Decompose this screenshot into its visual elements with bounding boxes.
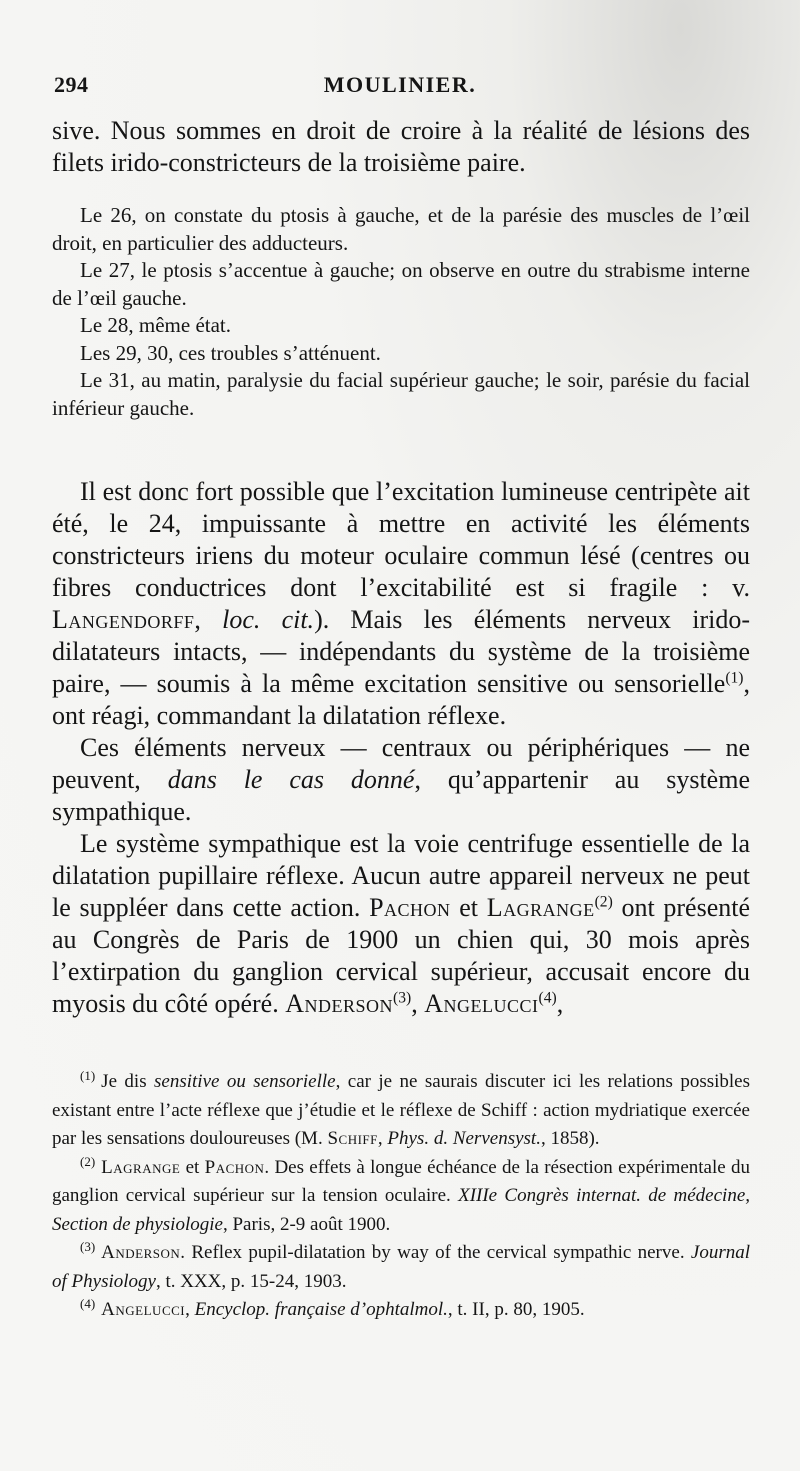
text-run: ,	[194, 605, 223, 634]
case-note	[52, 367, 750, 422]
footnote	[52, 1239, 750, 1296]
footnote	[52, 1068, 750, 1154]
footnote-marker: (2)	[80, 1153, 96, 1169]
text-run: sive. Nous sommes en droit de croire à la réalité de lésions des filets irido-constricteurs de la troisième paire.	[52, 116, 750, 177]
case-note	[52, 340, 750, 368]
footnote-marker: (1)	[80, 1068, 96, 1083]
italic-text: dans le cas donné	[167, 765, 415, 794]
text-run: Je dis	[101, 1071, 155, 1092]
text-run: , ont réagi, commandant la dilatation réflexe.	[52, 669, 750, 730]
text-run: , Paris, 2-9 août 1900.	[222, 1213, 391, 1235]
author-name: Lagrange	[101, 1156, 181, 1178]
italic-text: XIIIe Congrès internat. de médecine, Section de physiologie	[52, 1185, 750, 1235]
italic-text: Encyclop. française d’ophtalmol.	[194, 1299, 448, 1320]
author-name: Schiff	[327, 1128, 378, 1149]
text-run: ,	[411, 989, 425, 1018]
italic-text: Journal of Physiology	[52, 1242, 750, 1292]
text-run: Le 31, au matin, paralysie du facial supérieur gauche; le soir, parésie du facial inférieur gauche.	[52, 368, 750, 420]
footnotes	[52, 1068, 750, 1325]
author-name: Lagrange	[486, 893, 595, 922]
page-header	[52, 70, 748, 110]
author-name: Pachon	[204, 1156, 265, 1178]
footnote	[52, 1154, 750, 1240]
text-run: ont présenté au Congrès de Paris de 1900 un chien qui, 30 mois après l’extirpation du ganglion cervical supérieur, accusait encore du myosis du côté opéré.	[52, 893, 750, 1018]
text-run: et	[450, 893, 487, 922]
author-name: Langendorff	[52, 605, 195, 634]
text-run: . Des effets à longue échéance de la résection expérimentale du ganglion cervical supérieur sur la tension oculaire.	[52, 1156, 750, 1206]
case-note	[52, 202, 750, 257]
footnote-text	[52, 1071, 750, 1149]
author-name: Angelucci	[101, 1299, 186, 1320]
author-name: Pachon	[369, 893, 451, 922]
case-note	[52, 257, 750, 312]
running-head: MOULINIER.	[323, 72, 477, 97]
text-run: Il est donc fort possible que l’excitation lumineuse centripète ait été, le 24, impuissante à mettre en activité les éléments constricteurs iriens du moteur oculaire commun lésé (centres ou fibres conductrices dont l’excitabilité est si fragile : v.	[52, 477, 750, 602]
footnote-reference: (4)	[538, 989, 557, 1007]
text-run: ,	[185, 1299, 195, 1320]
footnote-text	[52, 1242, 750, 1292]
body-paragraph	[52, 732, 750, 828]
main-text	[52, 476, 750, 1020]
text-run: et	[180, 1156, 205, 1178]
text-run: Le 28, même état.	[80, 313, 232, 337]
case-notes	[52, 202, 750, 422]
footnote-reference: (2)	[594, 893, 613, 911]
text-run: Ces éléments nerveux — centraux ou périphériques — ne peuvent,	[52, 733, 750, 794]
intro-paragraph	[52, 115, 750, 179]
footnote-marker: (3)	[80, 1239, 96, 1254]
text-run: , t. XXX, p. 15-24, 1903.	[155, 1270, 347, 1292]
paragraph-continuation	[52, 115, 750, 179]
text-run: ,	[377, 1128, 388, 1149]
text-run: . Reflex pupil-dilatation by way of the cervical sympathic nerve.	[180, 1242, 691, 1263]
text-run: , t. II, p. 80, 1905.	[447, 1299, 585, 1320]
footnote-marker: (4)	[80, 1296, 96, 1311]
text-run: , 1858).	[540, 1128, 600, 1149]
text-run: Le 27, le ptosis s’accentue à gauche; on observe en outre du strabisme interne de l’œil gauche.	[52, 258, 750, 310]
italic-text: sensitive ou sensorielle	[154, 1071, 336, 1092]
text-run: ). Mais les éléments nerveux irido-dilatateurs intacts, — indépendants du système de la troisième paire, — soumis à la même excitation sensitive ou sensorielle	[52, 605, 750, 698]
footnote-text	[52, 1157, 750, 1235]
body-paragraph	[52, 828, 750, 1020]
text-run: ,	[556, 989, 564, 1018]
author-name: Anderson	[285, 989, 394, 1018]
text-run: , qu’appartenir au système sympathique.	[52, 765, 750, 826]
footnote-reference: (1)	[725, 669, 744, 687]
case-note	[52, 312, 750, 340]
author-name: Anderson	[101, 1242, 181, 1263]
body-paragraph	[52, 476, 750, 732]
footnote-text	[101, 1299, 584, 1320]
text-run: Le système sympathique est la voie centrifuge essentielle de la dilatation pupillaire réflexe. Aucun autre appareil nerveux ne peut le suppléer dans cette action.	[52, 829, 750, 922]
page-number: 294	[54, 72, 89, 97]
text-run: Le 26, on constate du ptosis à gauche, et de la parésie des muscles de l’œil droit, en particulier des adducteurs.	[52, 203, 750, 255]
italic-text: loc. cit.	[222, 605, 315, 634]
italic-text: Phys. d. Nervensyst.	[387, 1128, 541, 1149]
footnote	[52, 1296, 750, 1325]
author-name: Angelucci	[424, 989, 539, 1018]
text-run: , car je ne saurais discuter ici les relations possibles existant entre l’acte réflexe que j’étudie et le réflexe de Schiff : action mydriatique exercée par les sensations douloureuses (M.	[52, 1071, 751, 1149]
text-run: Les 29, 30, ces troubles s’atténuent.	[80, 340, 381, 365]
footnote-reference: (3)	[393, 989, 412, 1007]
